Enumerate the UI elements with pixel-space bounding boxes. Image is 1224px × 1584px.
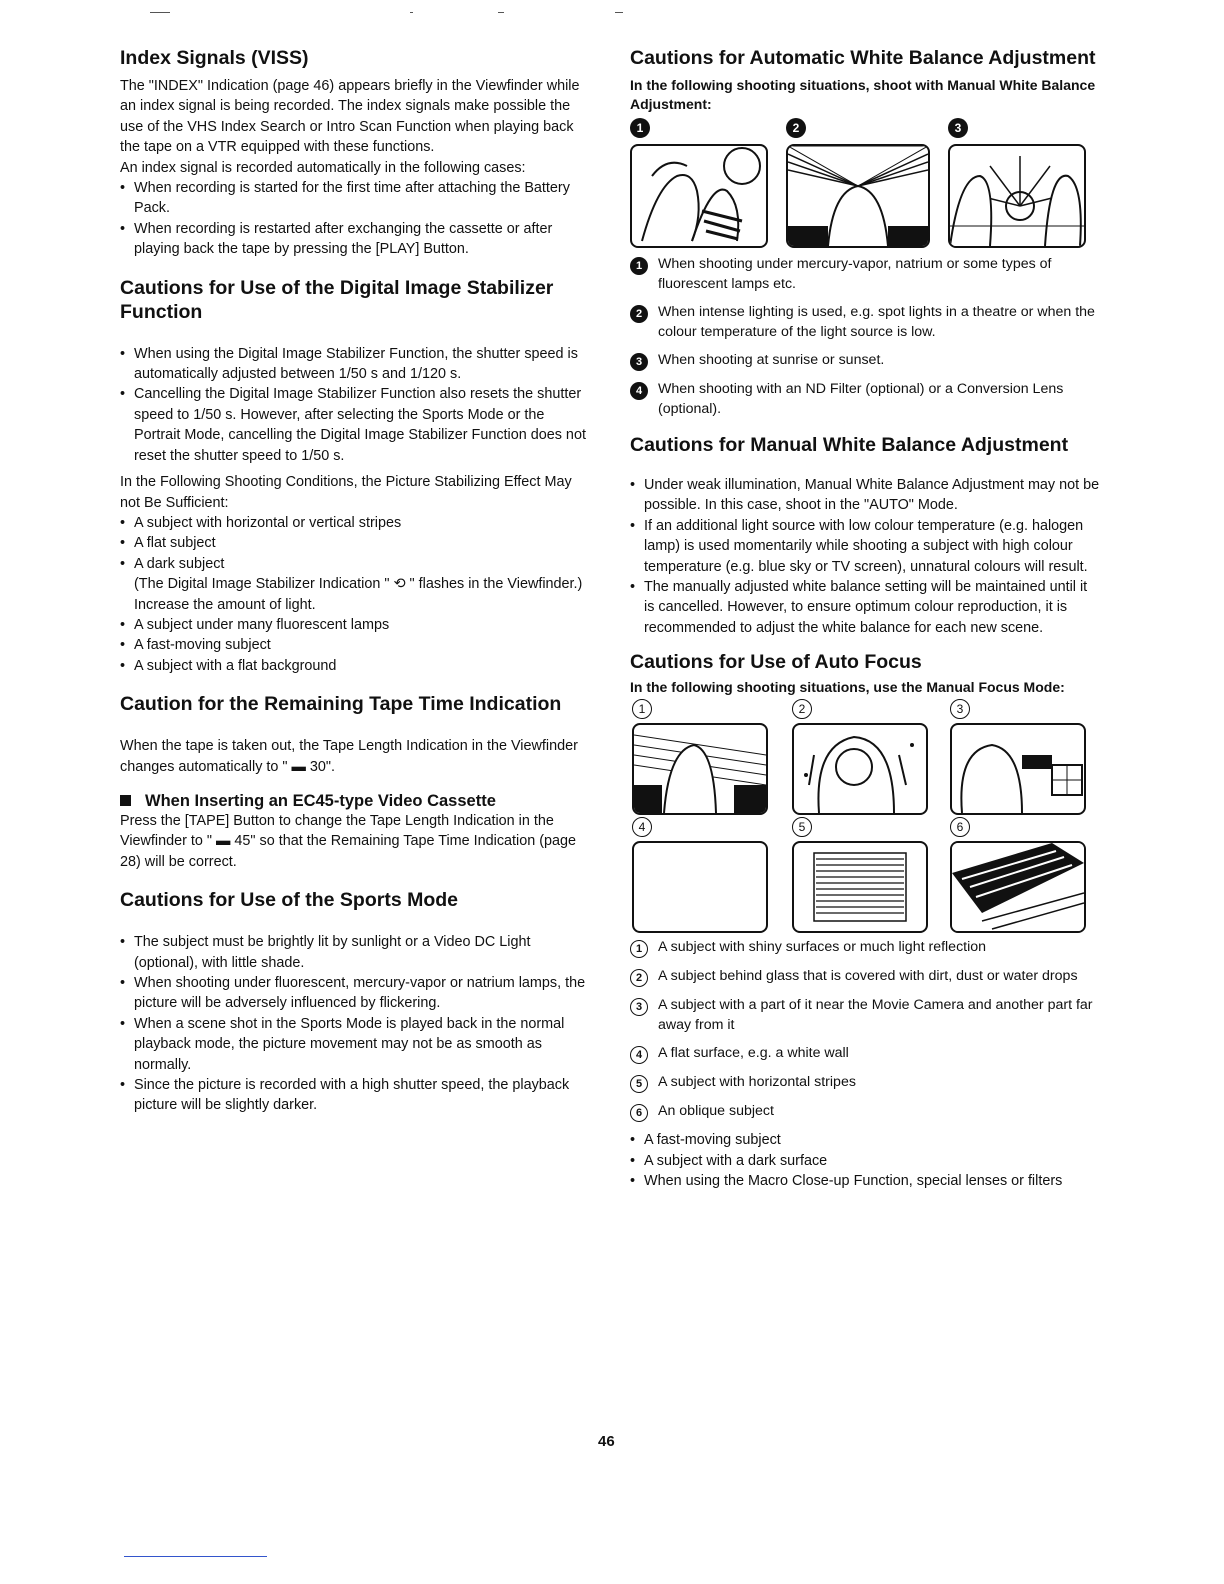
marker-2: 2 (792, 699, 812, 719)
illustration-sunset (948, 144, 1086, 248)
index-signals-bullet: • When recording is restarted after exchanging the cassette or after playing back the tape by pressing the [PLAY] Button. (120, 219, 590, 260)
stabilizer-bullet: • When using the Digital Image Stabilizer Function, the shutter speed is automatically adjusted between 1/50 s and 1/120 s. (120, 344, 590, 385)
illustration-near-far-subject (950, 723, 1086, 815)
caption-text: A subject with a part of it near the Movie Camera and another part far away from it (658, 997, 1093, 1034)
af-bullet: • When using the Macro Close-up Function, special lenses or filters (630, 1171, 1100, 1191)
marker-6: 6 (950, 817, 970, 837)
caption-number: 1 (630, 257, 648, 275)
stabilizer-note: (The Digital Image Stabilizer Indication " ⟲ " flashes in the Viewfinder.) (134, 576, 583, 593)
af-bullet: • A fast-moving subject (630, 1130, 1100, 1150)
mwb-bullet: • The manually adjusted white balance setting will be maintained until it is cancelled. However, to ensure optimum colour reproduction, it is recommended to adjust the white balance for each new scene. (630, 577, 1100, 638)
awb-title: Cautions for Automatic White Balance Adjustment (630, 47, 1096, 69)
awb-intro: In the following shooting situations, shoot with Manual White Balance Adjustment: (630, 77, 1096, 112)
caption-text: An oblique subject (658, 1103, 774, 1120)
left-column (120, 46, 590, 1116)
index-signals-paragraph-2: An index signal is recorded automatically in the following cases: (120, 159, 526, 176)
stabilizer-condition: • A subject with horizontal or vertical stripes (120, 513, 590, 533)
sports-mode-bullet: • Since the picture is recorded with a high shutter speed, the playback picture will be slightly darker. (120, 1075, 590, 1116)
caption-number: 3 (630, 353, 648, 371)
mwb-bullet: • If an additional light source with low colour temperature (e.g. halogen lamp) is used momentarily while shooting a subject with high colour temperature (e.g. blue sky or TV screen), unnatural colours will result. (630, 516, 1100, 577)
tape-time-title: Caution for the Remaining Tape Time Indication (120, 693, 562, 716)
sports-mode-title: Cautions for Use of the Sports Mode (120, 889, 459, 912)
ec45-subheading (120, 791, 590, 811)
af-caption (630, 966, 1100, 987)
af-caption (630, 1043, 1100, 1064)
af-caption (630, 995, 1100, 1035)
caption-text: A subject with horizontal stripes (658, 1074, 856, 1091)
caption-text: When shooting at sunrise or sunset. (658, 352, 885, 368)
illustration-fluorescent-lamps (630, 144, 768, 248)
af-bullet: • A subject with a dark surface (630, 1151, 1100, 1171)
stabilizer-bullet: • Cancelling the Digital Image Stabilizer Function also resets the shutter speed to 1/50 s. However, after selecting the Sports Mode or the Portrait Mode, cancelling the Digital Image Stabilizer Function does not reset the shutter speed to 1/50 s. (120, 384, 590, 466)
illustration-shiny-surface (632, 723, 768, 815)
caption-text: A subject with shiny surfaces or much light reflection (658, 939, 987, 956)
stabilizer-conditions-intro: In the Following Shooting Conditions, the Picture Stabilizing Effect May not Be Sufficient: (120, 474, 572, 511)
caption-text: When shooting with an ND Filter (optional) or a Conversion Lens (optional). (658, 381, 1064, 417)
af-caption (630, 1072, 1100, 1093)
af-caption (630, 1101, 1100, 1122)
index-signals-paragraph: The "INDEX" Indication (page 46) appears briefly in the Viewfinder while an index signal is being recorded. The index signals make possible the use of the VHS Index Search or Intro Scan Function when playing back the tape on a VTR equipped with these functions. (120, 78, 580, 156)
caption-number: 2 (630, 969, 648, 987)
illustration-spot-light (786, 144, 930, 248)
caption-number: 4 (630, 1046, 648, 1064)
af-title: Cautions for Use of Auto Focus (630, 651, 922, 674)
caption-text: A subject behind glass that is covered with dirt, dust or water drops (658, 968, 1078, 985)
marker-3: 3 (950, 699, 970, 719)
ec45-paragraph: Press the [TAPE] Button to change the Tape Length Indication in the Viewfinder to " ▬ 45" so that the Remaining Tape Time Indication (page 28) will be correct. (120, 812, 577, 870)
marker-5: 5 (792, 817, 812, 837)
caption-number: 6 (630, 1104, 648, 1122)
illustration-dirty-glass (792, 723, 928, 815)
mwb-title: Cautions for Manual White Balance Adjustment (630, 434, 1069, 456)
af-markers-row-1 (630, 697, 1100, 723)
caption-number: 5 (630, 1075, 648, 1093)
awb-caption (630, 350, 1100, 371)
caption-text: When intense lighting is used, e.g. spot lights in a theatre or when the colour temperature of the light source is low. (658, 304, 1095, 340)
page-number: 46 (598, 1433, 615, 1450)
stabilizer-condition: • A dark subject (120, 554, 590, 574)
awb-caption (630, 302, 1100, 342)
af-illustrations-row-1 (630, 723, 1100, 815)
square-bullet-icon (120, 795, 131, 806)
af-illustrations-row-2 (630, 841, 1100, 937)
mwb-bullet: • Under weak illumination, Manual White Balance Adjustment may not be possible. In this case, shoot in the "AUTO" Mode. (630, 475, 1100, 516)
marker-2: 2 (786, 118, 806, 138)
af-intro: In the following shooting situations, use the Manual Focus Mode: (630, 679, 1065, 696)
illustration-white-wall (632, 841, 768, 933)
stabilizer-condition: • A fast-moving subject (120, 635, 590, 655)
caption-number: 3 (630, 998, 648, 1016)
stabilizer-condition: • A subject under many fluorescent lamps (120, 615, 590, 635)
caption-number: 2 (630, 305, 648, 323)
awb-caption (630, 254, 1100, 294)
illustration-horizontal-stripes (792, 841, 928, 933)
caption-number: 1 (630, 940, 648, 958)
tape-time-paragraph: When the tape is taken out, the Tape Length Indication in the Viewfinder changes automatically to " ▬ 30". (120, 738, 578, 775)
marker-3: 3 (948, 118, 968, 138)
caption-text: When shooting under mercury-vapor, natrium or some types of fluorescent lamps etc. (658, 256, 1052, 292)
awb-markers (630, 114, 1100, 144)
stabilizer-note-2: Increase the amount of light. (134, 596, 316, 613)
stabilizer-condition: • A flat subject (120, 533, 590, 553)
af-caption (630, 937, 1100, 958)
footer-rule (124, 1556, 267, 1557)
stabilizer-title: Cautions for Use of the Digital Image Stabilizer Function (120, 276, 554, 323)
index-signals-bullet: • When recording is started for the first time after attaching the Battery Pack. (120, 178, 590, 219)
awb-illustrations (630, 144, 1100, 246)
sports-mode-bullet: • The subject must be brightly lit by sunlight or a Video DC Light (optional), with little shade. (120, 932, 590, 973)
caption-number: 4 (630, 382, 648, 400)
marker-4: 4 (632, 817, 652, 837)
index-signals-title: Index Signals (VISS) (120, 47, 309, 69)
af-markers-row-2 (630, 815, 1100, 841)
caption-text: A flat surface, e.g. a white wall (658, 1045, 849, 1062)
illustration-oblique-subject (950, 841, 1086, 933)
af-captions (630, 937, 1100, 1122)
stabilizer-condition: • A subject with a flat background (120, 656, 590, 676)
sports-mode-bullet: • When a scene shot in the Sports Mode is played back in the normal playback mode, the picture movement may not be as smooth as normally. (120, 1014, 590, 1075)
sports-mode-bullet: • When shooting under fluorescent, mercury-vapor or natrium lamps, the picture will be adversely influenced by flickering. (120, 973, 590, 1014)
awb-caption (630, 379, 1100, 419)
ec45-subheading-text: When Inserting an EC45-type Video Cassette (145, 791, 496, 810)
awb-captions (630, 254, 1100, 419)
right-column (630, 46, 1100, 1191)
marker-1: 1 (630, 118, 650, 138)
marker-1: 1 (632, 699, 652, 719)
